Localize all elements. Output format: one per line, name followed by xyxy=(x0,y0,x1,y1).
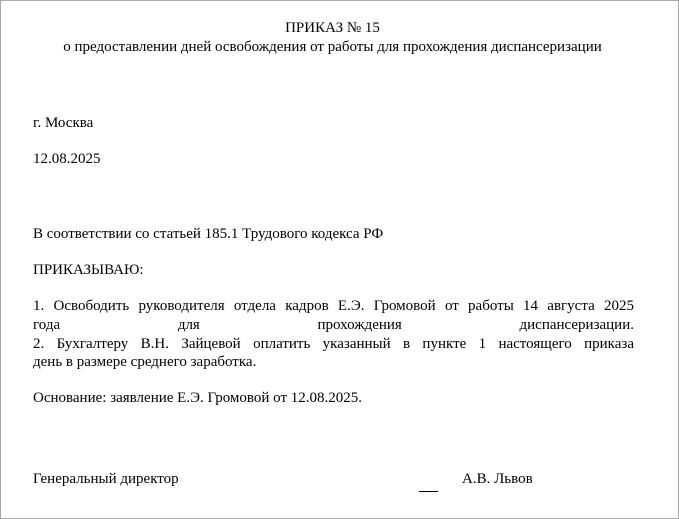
item-1-line-2 xyxy=(33,317,634,334)
word: пункте xyxy=(422,336,467,352)
word: Освободить xyxy=(53,298,130,314)
signature-line xyxy=(419,491,438,492)
item-2-line-2: день в размере среднего заработка. xyxy=(33,354,257,370)
word: Зайцевой xyxy=(181,336,241,352)
word: 1. xyxy=(33,298,45,314)
word: Громовой xyxy=(373,298,436,314)
word: для xyxy=(177,317,200,333)
word: указанный xyxy=(322,336,391,352)
order-date: 12.08.2025 xyxy=(33,151,101,167)
signer-name: А.В. Львов xyxy=(462,471,533,487)
word: Бухгалтеру xyxy=(56,336,129,352)
word: В.Н. xyxy=(140,336,169,352)
word: диспансеризации. xyxy=(519,317,634,333)
word: отдела xyxy=(233,298,276,314)
order-subject: о предоставлении дней освобождения от работы для прохождения диспансеризации xyxy=(63,39,602,55)
word: 2. xyxy=(33,336,45,352)
word: года xyxy=(33,317,61,333)
word: в xyxy=(402,336,411,352)
word: прохождения xyxy=(317,317,402,333)
word: кадров xyxy=(285,298,329,314)
preamble: В соответствии со статьей 185.1 Трудового кодекса РФ xyxy=(33,226,384,242)
order-title: ПРИКАЗ № 15 xyxy=(285,20,380,36)
word: Е.Э. xyxy=(337,298,365,314)
word: августа xyxy=(547,298,595,314)
word: от xyxy=(444,298,459,314)
word: 2025 xyxy=(603,298,634,314)
word: работы xyxy=(468,298,514,314)
basis: Основание: заявление Е.Э. Громовой от 12.08.2025. xyxy=(33,390,363,406)
word: оплатить xyxy=(253,336,311,352)
word: 14 xyxy=(523,298,539,314)
item-1-line-1 xyxy=(33,298,634,315)
order-word: ПРИКАЗЫВАЮ: xyxy=(33,262,144,278)
city: г. Москва xyxy=(33,115,94,131)
item-2-line-1 xyxy=(33,336,634,353)
word: 1 xyxy=(478,336,487,352)
signer-position: Генеральный директор xyxy=(33,471,179,487)
word: настоящего xyxy=(498,336,572,352)
word: руководителя xyxy=(138,298,225,314)
word: приказа xyxy=(584,336,634,352)
